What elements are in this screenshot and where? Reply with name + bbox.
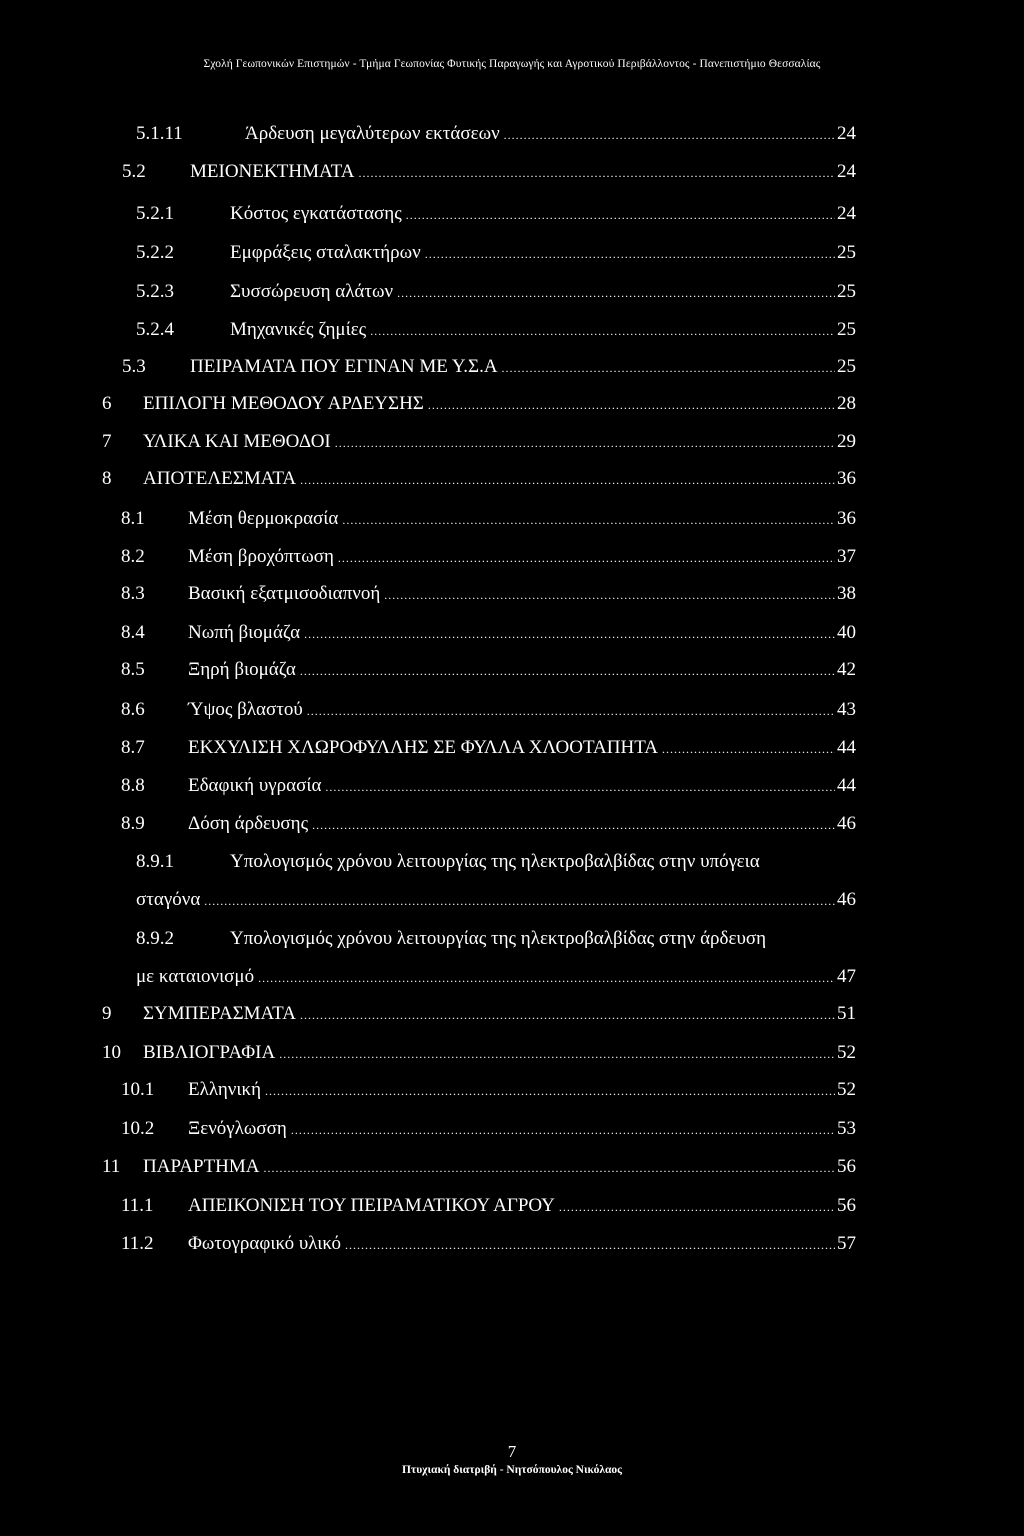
toc-entry-page: 56 [837,1156,856,1177]
toc-entry-page: 46 [837,813,856,834]
toc-entry-title: Φωτογραφικό υλικό [188,1233,342,1254]
toc-entry-page: 25 [837,281,856,302]
toc-entry-page: 56 [837,1195,856,1216]
toc-entry [0,621,1024,645]
toc-entry [0,736,1024,760]
toc-entry-number: 8.9 [121,813,145,834]
toc-entry-page: 44 [837,775,856,796]
toc-entry-page: 46 [837,889,856,910]
toc-leader [335,431,835,455]
toc-entry [0,850,1024,874]
toc-entry [0,355,1024,379]
toc-entry-page: 53 [837,1118,856,1139]
toc-entry-continuation [0,965,1024,989]
toc-entry-title: Εδαφική υγρασία [188,775,322,796]
toc-leader [504,123,835,147]
page-number: 7 [507,1442,517,1461]
toc-entry-page: 25 [837,242,856,263]
toc-entry-title: ΕΚΧΥΛΙΣΗ ΧΛΩΡΟΦΥΛΛΗΣ ΣΕ ΦΥΛΛΑ ΧΛΟΟΤΑΠΗΤΑ [188,737,659,758]
toc-entry [0,812,1024,836]
toc-entry-page: 44 [837,737,856,758]
toc-entry-page: 52 [837,1079,856,1100]
toc-entry-number: 11.1 [121,1195,154,1216]
toc-entry [0,545,1024,569]
toc-entry-title-continuation: σταγόνα [136,889,201,910]
toc-leader [425,242,835,266]
toc-entry-title: Μηχανικές ζημίες [230,319,367,340]
toc-entry [0,658,1024,682]
toc-entry-title: ΠΑΡΑΡΤΗΜΑ [143,1156,260,1177]
toc-entry-title: Νωπή βιομάζα [188,622,301,643]
toc-entry-title: Ύψος βλαστού [188,699,303,720]
toc-entry [0,430,1024,454]
toc-entry-number: 8.9.1 [136,851,174,872]
running-header: Σχολή Γεωπονικών Επιστημών - Τμήμα Γεωπονίας Φυτικής Παραγωγής και Αγροτικού Περιβάλλοντος - Πανεπιστήμιο Θεσσαλίας [203,58,821,70]
toc-leader [264,1156,835,1180]
toc-entry-title: Μέση θερμοκρασία [188,508,339,529]
toc-entry [0,202,1024,226]
toc-entry-number: 8.5 [121,659,145,680]
toc-leader [300,1003,835,1027]
toc-entry-page: 52 [837,1042,856,1063]
toc-entry-page: 25 [837,356,856,377]
toc-leader [370,319,835,343]
toc-entry-number: 8 [102,468,112,489]
toc-entry-page: 38 [837,583,856,604]
toc-leader [342,508,835,532]
toc-entry-page: 42 [837,659,856,680]
toc-entry-number: 10 [102,1042,121,1063]
toc-entry-number: 11.2 [121,1233,154,1254]
toc-entry-title: ΒΙΒΛΙΟΓΡΑΦΙΑ [143,1042,276,1063]
toc-entry [0,318,1024,342]
toc-entry [0,280,1024,304]
toc-entry-title: Κόστος εγκατάστασης [230,203,402,224]
toc-leader [384,583,835,607]
toc-entry-number: 8.2 [121,546,145,567]
toc-entry-page: 24 [837,161,856,182]
toc-entry-title: Ξενόγλωσση [188,1118,287,1139]
toc-entry-number: 8.3 [121,583,145,604]
toc-entry [0,160,1024,184]
toc-entry-page: 25 [837,319,856,340]
toc-entry-page: 36 [837,468,856,489]
toc-entry-title: ΑΠΟΤΕΛΕΣΜΑΤΑ [143,468,297,489]
toc-entry-page: 43 [837,699,856,720]
toc-entry-continuation [0,888,1024,912]
toc-entry-page: 24 [837,203,856,224]
toc-entry [0,927,1024,951]
toc-leader [502,356,835,380]
toc-leader [662,737,835,761]
toc-entry-number: 5.2.4 [136,319,174,340]
toc-entry [0,507,1024,531]
toc-entry-number: 5.2.1 [136,203,174,224]
toc-entry-number: 5.1.11 [136,123,183,144]
toc-entry-number: 8.1 [121,508,145,529]
toc-entry-number: 8.6 [121,699,145,720]
toc-leader [265,1079,835,1103]
toc-entry-title: ΠΕΙΡΑΜΑΤΑ ΠΟΥ ΕΓΙΝΑΝ ΜΕ Υ.Σ.Α [190,356,498,377]
toc-entry-title: Ξηρή βιομάζα [188,659,296,680]
toc-entry-page: 57 [837,1233,856,1254]
toc-entry [0,467,1024,491]
toc-entry [0,1041,1024,1065]
toc-leader [345,1233,835,1257]
toc-entry [0,698,1024,722]
toc-entry-page: 24 [837,123,856,144]
toc-entry [0,1232,1024,1256]
toc-entry-title: ΣΥΜΠΕΡΑΣΜΑΤΑ [143,1003,296,1024]
toc-entry [0,1155,1024,1179]
toc-entry-page: 40 [837,622,856,643]
running-footer: Πτυχιακή διατριβή - Νητσόπουλος Νικόλαος [401,1464,623,1476]
toc-entry-title: Βασική εξατμισοδιαπνοή [188,583,381,604]
toc-entry-title: Άρδευση μεγαλύτερων εκτάσεων [245,123,500,144]
toc-entry-number: 7 [102,431,112,452]
toc-entry-number: 9 [102,1003,112,1024]
toc-leader [325,775,835,799]
toc-entry-page: 37 [837,546,856,567]
toc-leader [406,203,835,227]
toc-leader [338,546,835,570]
toc-leader [300,659,835,683]
toc-entry-number: 11 [102,1156,121,1177]
toc-leader [291,1118,835,1142]
toc-leader [279,1042,835,1066]
toc-entry-title: ΕΠΙΛΟΓΗ ΜΕΘΟΔΟΥ ΑΡΔΕΥΣΗΣ [143,393,424,414]
toc-entry-number: 5.2.2 [136,242,174,263]
toc-entry-number: 5.2 [122,161,146,182]
toc-entry-page: 51 [837,1003,856,1024]
toc-entry-number: 10.1 [121,1079,155,1100]
toc-entry [0,1117,1024,1141]
toc-leader [204,889,835,913]
toc-entry [0,1078,1024,1102]
toc-entry [0,122,1024,146]
toc-entry-number: 8.4 [121,622,145,643]
toc-entry-page: 47 [837,966,856,987]
toc-entry-number: 6 [102,393,112,414]
toc-entry-title-continuation: με καταιονισμό [136,966,255,987]
toc-entry-page: 29 [837,431,856,452]
toc-entry-title: ΥΛΙΚΑ ΚΑΙ ΜΕΘΟΔΟΙ [143,431,331,452]
toc-leader [258,966,835,990]
toc-entry-number: 5.2.3 [136,281,174,302]
toc-leader [300,468,835,492]
toc-entry [0,241,1024,265]
toc-entry-title: Υπολογισμός χρόνου λειτουργίας της ηλεκτροβαλβίδας στην υπόγεια [230,851,760,872]
toc-entry-number: 8.8 [121,775,145,796]
toc-entry-title: Εμφράξεις σταλακτήρων [230,242,421,263]
toc-leader [428,393,835,417]
toc-entry-number: 8.7 [121,737,145,758]
toc-entry-title: ΑΠΕΙΚΟΝΙΣΗ ΤΟΥ ΠΕΙΡΑΜΑΤΙΚΟΥ ΑΓΡΟΥ [188,1195,555,1216]
toc-entry-title: Υπολογισμός χρόνου λειτουργίας της ηλεκτροβαλβίδας στην άρδευση [230,928,767,949]
toc-entry-title: ΜΕΙΟΝΕΚΤΗΜΑΤΑ [190,161,355,182]
toc-entry-page: 28 [837,393,856,414]
toc-entry [0,582,1024,606]
toc-entry [0,392,1024,416]
toc-leader [307,699,835,723]
toc-entry-title: Ελληνική [188,1079,262,1100]
toc-entry-number: 10.2 [121,1118,155,1139]
toc-leader [397,281,835,305]
toc-entry [0,1194,1024,1218]
toc-leader [304,622,835,646]
toc-leader [358,161,835,185]
toc-leader [312,813,835,837]
toc-entry-number: 5.3 [122,356,146,377]
toc-leader [559,1195,835,1219]
toc-entry-page: 36 [837,508,856,529]
toc-entry-title: Μέση βροχόπτωση [188,546,334,567]
toc-entry-title: Συσσώρευση αλάτων [230,281,394,302]
toc-entry-title: Δόση άρδευσης [188,813,309,834]
toc-entry-number: 8.9.2 [136,928,174,949]
toc-entry [0,1002,1024,1026]
toc-entry [0,774,1024,798]
